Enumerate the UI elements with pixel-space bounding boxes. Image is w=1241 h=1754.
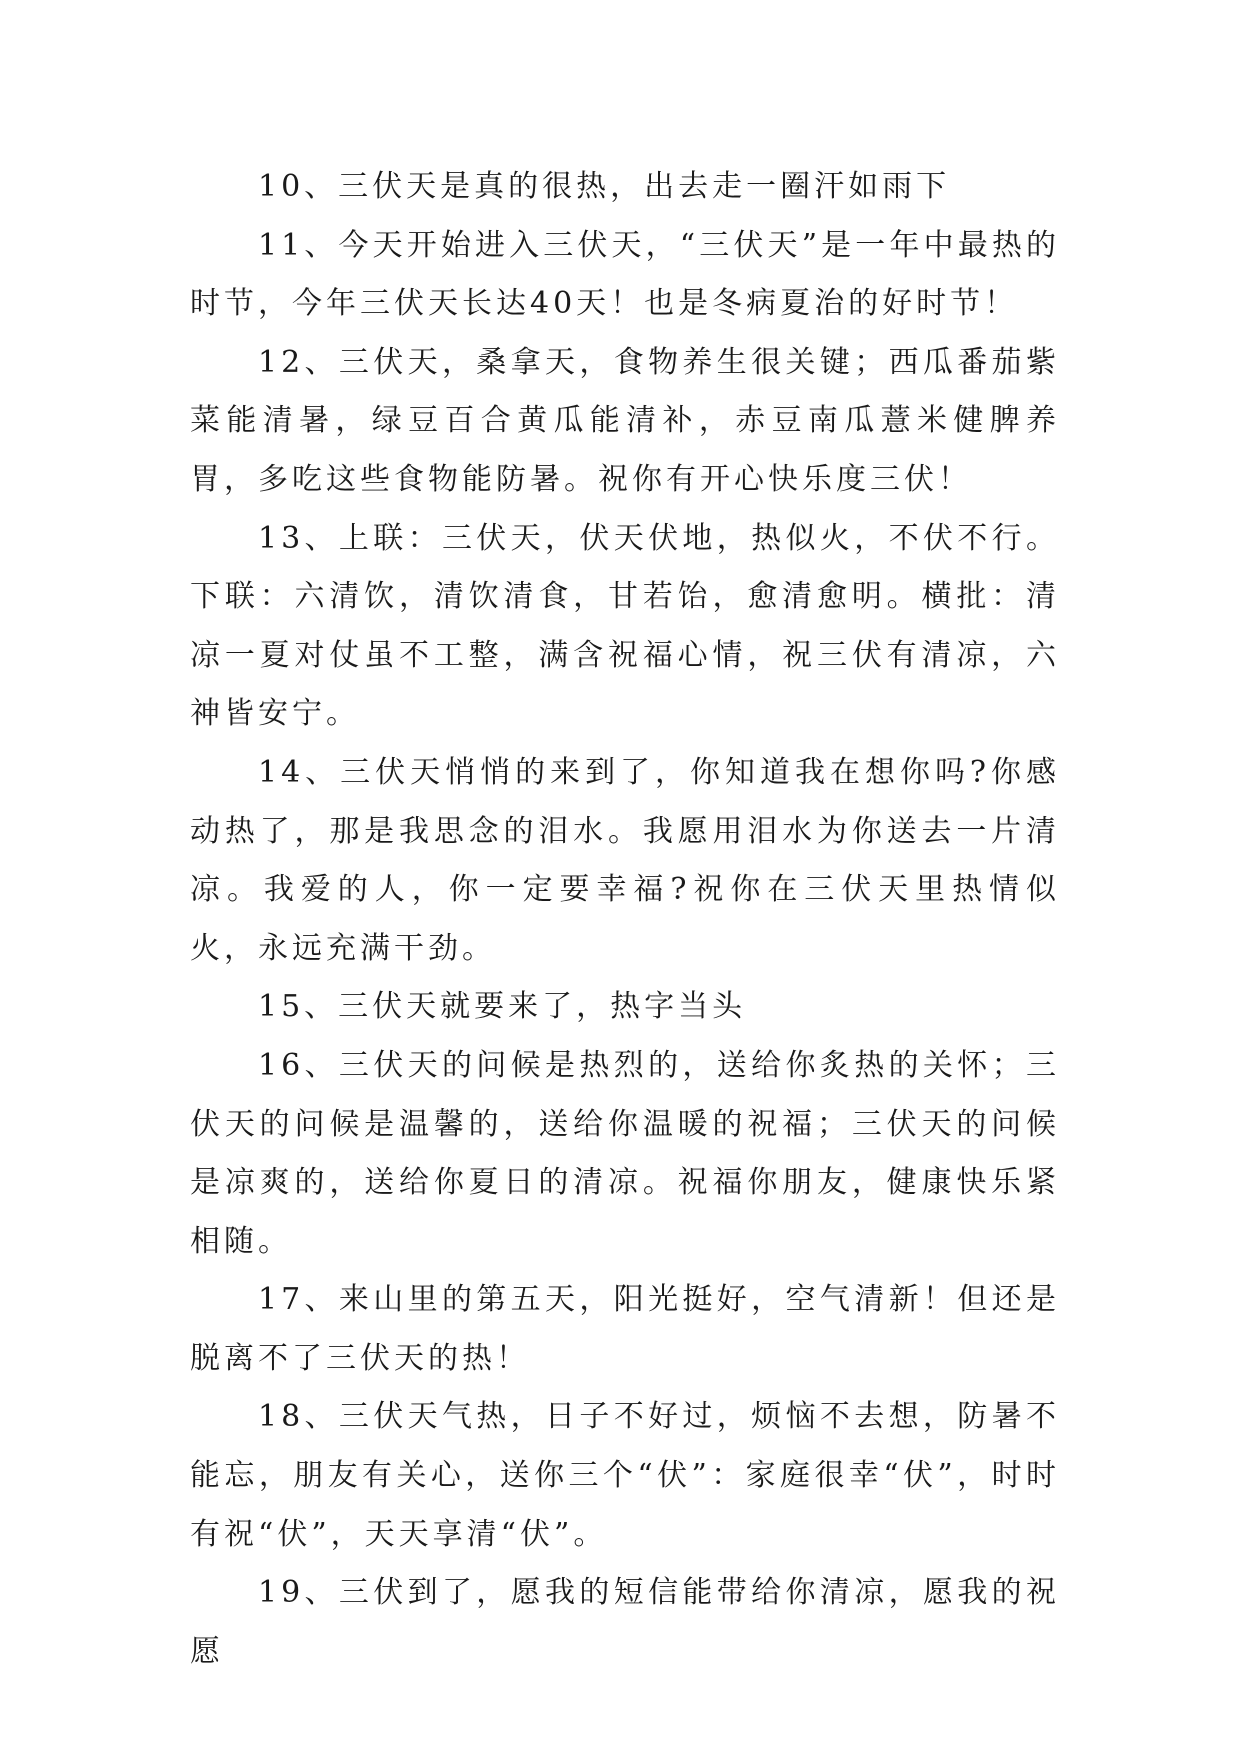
paragraph-14: 14、三伏天悄悄的来到了，你知道我在想你吗?你感动热了，那是我思念的泪水。我愿用泪水为你送去一片清凉。我爱的人，你一定要幸福?祝你在三伏天里热情似火，永远充满干劲。 <box>190 754 1060 966</box>
paragraph-13: 13、上联：三伏天，伏天伏地，热似火，不伏不行。下联：六清饮，清饮清食，甘若饴，愈清愈明。横批：清凉一夏对仗虽不工整，满含祝福心情，祝三伏有清凉，六神皆安宁。 <box>190 520 1060 732</box>
document-body <box>190 158 1060 1681</box>
paragraph-12: 12、三伏天，桑拿天，食物养生很关键；西瓜番茄紫菜能清暑，绿豆百合黄瓜能清补，赤豆南瓜薏米健脾养胃，多吃这些食物能防暑。祝你有开心快乐度三伏！ <box>190 344 1060 497</box>
paragraph-15: 15、三伏天就要来了，热字当头 <box>258 989 747 1025</box>
paragraph-10: 10、三伏天是真的很热，出去走一圈汗如雨下 <box>258 169 951 204</box>
paragraph-16: 16、三伏天的问候是热烈的，送给你炙热的关怀；三伏天的问候是温馨的，送给你温暖的祝福；三伏天的问候是凉爽的，送给你夏日的清凉。祝福你朋友，健康快乐紧相随。 <box>190 1047 1060 1259</box>
paragraph-18: 18、三伏天气热，日子不好过，烦恼不去想，防暑不能忘，朋友有关心，送你三个“伏”：家庭很幸“伏”，时时有祝“伏”，天天享清“伏”。 <box>190 1399 1060 1552</box>
paragraph-11: 11、今天开始进入三伏天，“三伏天”是一年中最热的时节，今年三伏天长达40天！也是冬病夏治的好时节！ <box>190 227 1060 322</box>
paragraph-19: 19、三伏到了，愿我的短信能带给你清凉，愿我的祝愿 <box>190 1575 1060 1669</box>
paragraph-17: 17、来山里的第五天，阳光挺好，空气清新！但还是脱离不了三伏天的热！ <box>190 1282 1060 1376</box>
